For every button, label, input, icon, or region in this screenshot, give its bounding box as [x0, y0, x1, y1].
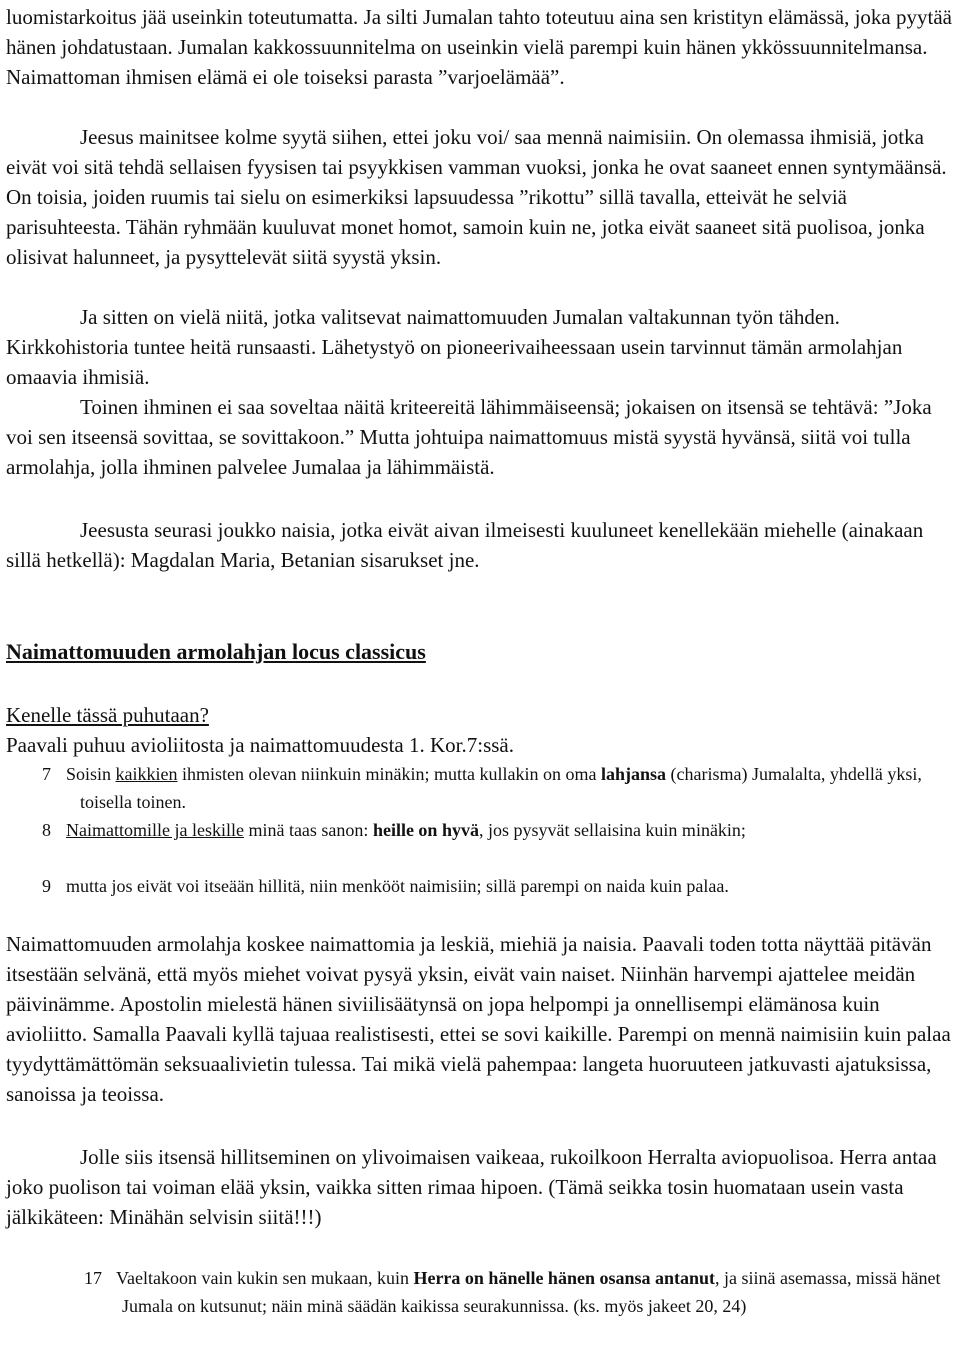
- verse-7: [42, 760, 956, 816]
- paragraph-text: Naimattomuuden armolahja koskee naimattomia ja leskiä, miehiä ja naisia. Paavali toden totta näyttää pitävän itsestään selvänä, että myös miehet voivat pysyä yksin, eivät vain naiset. Niinhän harvempi ajattelee meidän päivinämme. Apostolin mielestä hänen siviilisäätynsä on jopa helpompi ja onnellisempi elämänosa kuin avioliitto. Samalla Paavali kyllä tajuaa realistisesti, ettei se sovi kaikille. Parempi on mennä naimisiin kuin palaa tyydyttämättömän seksuaalivietin tulessa. Tai mikä vielä pahempaa: langeta huoruuteen jatkuvasti ajatuksissa, sanoissa ja teoissa.: [6, 932, 951, 1106]
- paragraph-gift-explained: [6, 929, 956, 1109]
- paragraph-criteria: [6, 392, 956, 482]
- paragraph-intro-continuation: [6, 2, 956, 92]
- section-subheading: Kenelle tässä puhutaan?: [6, 703, 209, 727]
- paragraph-kingdom-work: [6, 302, 956, 392]
- verse-bold: Herra on hänelle hänen osansa antanut: [413, 1268, 715, 1288]
- verse-text: , jos pysyvät sellaisina kuin minäkin;: [478, 820, 746, 840]
- verse-text: minä taas sanon:: [243, 820, 373, 840]
- paragraph-text: Jeesus mainitsee kolme syytä siihen, ettei joku voi/ saa mennä naimisiin. On olemassa ihmisiä, jotka eivät voi sitä tehdä sellaisen fyysisen tai psyykkisen vamman vuoksi, jonka he ovat saaneet ennen syntymäänsä. On toisia, joiden ruumis tai sielu on esimerkiksi lapsuudessa ”rikottu” sillä tavalla, etteivät he selviä parisuhteesta. Tähän ryhmään kuuluvat monet homot, samoin kuin ne, jotka eivät saaneet sitä puolisoa, jonka olisivat halunneet, ja pysyttelevät siitä syystä yksin.: [6, 125, 947, 269]
- paragraph-self-control: [6, 1142, 956, 1232]
- paragraph-text: Jolle siis itsensä hillitseminen on ylivoimaisen vaikeaa, rukoilkoon Herralta aviopuolisoa. Herra antaa joko puolison tai voiman elää yksin, vaikka sitten rimaa hipoen. (Tämä seikka tosin huomataan usein vasta jälkikäteen: Minähän selvisin siitä!!!): [6, 1145, 937, 1229]
- verse-number: 7: [42, 764, 51, 784]
- verse-8: [42, 816, 956, 844]
- verse-text: Soisin: [66, 764, 116, 784]
- verse-text: ihmisten olevan niinkuin minäkin; mutta kullakin on oma: [177, 764, 601, 784]
- verse-number: 8: [42, 820, 51, 840]
- verse-17: [84, 1264, 956, 1320]
- verse-bold: lahjansa: [600, 764, 666, 784]
- verse-text: , ja siinä asemassa, missä hänet Jumala on kutsunut; näin minä säädän kaikissa seurakunnissa. (ks. myös jakeet 20, 24): [122, 1268, 941, 1316]
- paragraph-paul-intro: Paavali puhuu avioliitosta ja naimattomuudesta 1. Kor.7:ssä.: [6, 733, 514, 757]
- paragraph-text: luomistarkoitus jää useinkin toteutumatta. Ja silti Jumalan tahto toteutuu aina sen kristityn elämässä, joka pyytää hänen johdatustaan. Jumalan kakkossuunnitelma on useinkin vielä parempi kuin hänen ykkössuunnitelmansa. Naimattoman ihmisen elämä ei ole toiseksi parasta ”varjoelämää”.: [6, 5, 952, 89]
- verse-bold: heille on hyvä: [372, 820, 479, 840]
- paragraph-women-followers: [6, 515, 956, 575]
- verse-underlined: Naimattomille ja leskille: [66, 820, 244, 840]
- paragraph-three-reasons: [6, 122, 956, 272]
- paragraph-text: Jeesusta seurasi joukko naisia, jotka eivät aivan ilmeisesti kuuluneet kenellekään miehelle (ainakaan sillä hetkellä): Magdalan Maria, Betanian sisarukset jne.: [6, 518, 924, 572]
- verse-underlined: kaikkien: [115, 764, 178, 784]
- section-heading: Naimattomuuden armolahjan locus classicus: [6, 639, 426, 664]
- verse-text: mutta jos eivät voi itseään hillitä, niin menkööt naimisiin; sillä parempi on naida kuin palaa.: [66, 876, 729, 896]
- verse-number: 17: [84, 1268, 102, 1288]
- verse-number: 9: [42, 876, 51, 896]
- paragraph-text: Toinen ihminen ei saa soveltaa näitä kriteereitä lähimmäiseensä; jokaisen on itsensä se tehtävä: ”Joka voi sen itseensä sovittaa, se sovittakoon.” Mutta johtuipa naimattomuus mistä syystä hyvänsä, siitä voi tulla armolahja, jolla ihminen palvelee Jumalaa ja lähimmäistä.: [6, 395, 932, 479]
- verse-text: Vaeltakoon vain kukin sen mukaan, kuin: [116, 1268, 414, 1288]
- verse-text: (charisma) Jumalalta, yhdellä yksi, toisella toinen.: [80, 764, 922, 812]
- paragraph-text: Ja sitten on vielä niitä, jotka valitsevat naimattomuuden Jumalan valtakunnan työn tähden. Kirkkohistoria tuntee heitä runsaasti. Lähetystyö on pioneerivaiheessaan usein tarvinnut tämän armolahjan omaavia ihmisiä.: [6, 305, 903, 389]
- verse-9: [42, 872, 956, 900]
